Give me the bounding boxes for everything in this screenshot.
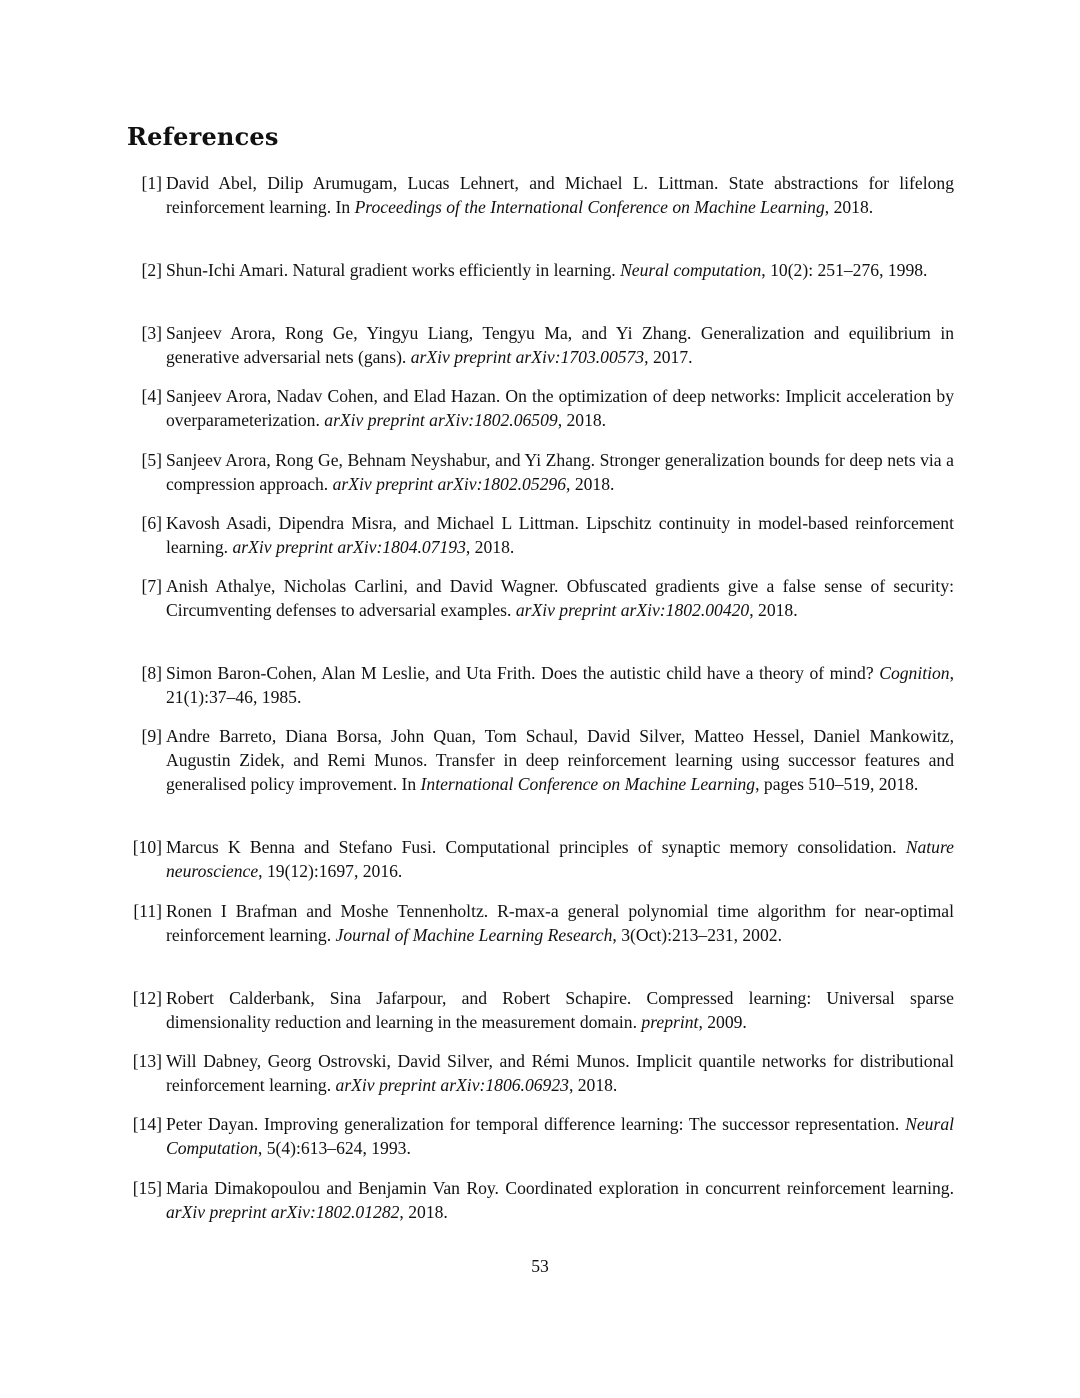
reference-venue: arXiv preprint arXiv:1703.00573 <box>410 347 645 367</box>
reference-authors-title: Andre Barreto, Diana Borsa, John Quan, Tom Schaul, David Silver, Matteo Hessel, Daniel Mankowitz, Augustin Zidek, and Remi Munos. Transfer in deep reinforcement learning using successor features and generalised policy improvement. In <box>166 726 954 794</box>
reference-venue: preprint <box>641 1012 699 1032</box>
reference-entry <box>141 321 954 369</box>
reference-number: [2] <box>141 260 162 280</box>
reference-authors-title: Simon Baron-Cohen, Alan M Leslie, and Uta Frith. Does the autistic child have a theory of mind? <box>166 663 880 683</box>
reference-number: [6] <box>141 513 162 533</box>
reference-number: [15] <box>132 1178 162 1198</box>
reference-details: , 5(4):613–624, 1993. <box>257 1138 411 1158</box>
reference-details: , 2009. <box>698 1012 747 1032</box>
reference-details: , 2018. <box>568 1075 618 1095</box>
reference-number: [1] <box>141 173 162 193</box>
reference-details: , 10(2): 251–276, 1998. <box>761 260 928 280</box>
reference-venue: Proceedings of the International Conference on Machine Learning <box>354 197 825 217</box>
reference-venue: Neural Computation <box>166 1114 954 1158</box>
reference-authors-title: Marcus K Benna and Stefano Fusi. Computational principles of synaptic memory consolidation. <box>166 837 906 857</box>
reference-entry <box>141 724 954 796</box>
reference-venue: Nature neuroscience <box>166 837 954 881</box>
reference-number: [3] <box>141 323 162 343</box>
reference-authors-title: David Abel, Dilip Arumugam, Lucas Lehnert, and Michael L. Littman. State abstractions for lifelong reinforcement learning. In <box>166 173 954 217</box>
reference-entry <box>132 1049 954 1097</box>
reference-authors-title: Anish Athalye, Nicholas Carlini, and David Wagner. Obfuscated gradients give a false sense of security: Circumventing defenses to adversarial examples. <box>166 576 954 620</box>
reference-entry <box>133 899 954 947</box>
reference-details: , 2018. <box>399 1202 448 1222</box>
reference-authors-title: Sanjeev Arora, Rong Ge, Behnam Neyshabur, and Yi Zhang. Stronger generalization bounds for deep nets via a compression approach. <box>166 450 954 494</box>
reference-details: , 2018. <box>557 410 607 430</box>
reference-entry <box>141 171 954 219</box>
reference-authors-title: Maria Dimakopoulou and Benjamin Van Roy. Coordinated exploration in concurrent reinforcement learning. <box>166 1178 954 1198</box>
reference-venue: arXiv preprint arXiv:1802.01282 <box>166 1202 400 1222</box>
section-heading: References <box>127 122 279 151</box>
reference-entry <box>141 574 954 622</box>
reference-venue: Neural computation <box>620 260 762 280</box>
reference-venue: arXiv preprint arXiv:1802.00420 <box>515 600 750 620</box>
reference-number: [7] <box>141 576 162 596</box>
reference-venue: Cognition <box>879 663 950 683</box>
reference-entry <box>141 661 954 709</box>
reference-authors-title: Shun-Ichi Amari. Natural gradient works efficiently in learning. <box>166 260 621 280</box>
reference-venue: arXiv preprint arXiv:1802.05296 <box>332 474 567 494</box>
reference-number: [9] <box>141 726 162 746</box>
reference-entry <box>132 1176 954 1224</box>
reference-details: , pages 510–519, 2018. <box>755 774 919 794</box>
reference-number: [4] <box>141 386 162 406</box>
reference-entry <box>141 258 954 282</box>
reference-authors-title: Robert Calderbank, Sina Jafarpour, and Robert Schapire. Compressed learning: Universal sparse dimensionality reduction and learning in the measurement domain. <box>166 988 954 1032</box>
reference-venue: arXiv preprint arXiv:1804.07193 <box>232 537 466 557</box>
reference-number: [8] <box>141 663 162 683</box>
reference-entry <box>141 511 954 559</box>
reference-venue: arXiv preprint arXiv:1802.06509 <box>324 410 558 430</box>
reference-entry <box>132 1112 954 1160</box>
reference-entry <box>141 384 954 432</box>
reference-venue: International Conference on Machine Learning <box>420 774 756 794</box>
page-number: 53 <box>531 1256 549 1276</box>
reference-number: [11] <box>133 901 162 921</box>
reference-details: , 2018. <box>749 600 798 620</box>
reference-details: , 21(1):37–46, 1985. <box>166 663 954 707</box>
reference-details: , 2018. <box>465 537 515 557</box>
reference-details: , 2017. <box>644 347 693 367</box>
reference-authors-title: Ronen I Brafman and Moshe Tennenholtz. R-max-a general polynomial time algorithm for near-optimal reinforcement learning. <box>166 901 954 945</box>
reference-details: , 2018. <box>824 197 874 217</box>
reference-authors-title: Will Dabney, Georg Ostrovski, David Silver, and Rémi Munos. Implicit quantile networks for distributional reinforcement learning. <box>166 1051 954 1095</box>
reference-authors-title: Kavosh Asadi, Dipendra Misra, and Michael L Littman. Lipschitz continuity in model-based reinforcement learning. <box>166 513 954 557</box>
reference-number: [14] <box>132 1114 162 1134</box>
reference-details: , 19(12):1697, 2016. <box>258 861 403 881</box>
reference-details: , 2018. <box>566 474 615 494</box>
reference-number: [12] <box>132 988 162 1008</box>
reference-details: , 3(Oct):213–231, 2002. <box>612 925 782 945</box>
reference-authors-title: Sanjeev Arora, Rong Ge, Yingyu Liang, Tengyu Ma, and Yi Zhang. Generalization and equilibrium in generative adversarial nets (gans). <box>166 323 954 367</box>
reference-number: [5] <box>141 450 162 470</box>
reference-number: [10] <box>132 837 162 857</box>
reference-entry <box>132 835 954 883</box>
reference-venue: Journal of Machine Learning Research <box>335 925 613 945</box>
reference-number: [13] <box>132 1051 162 1071</box>
reference-entry <box>132 986 954 1034</box>
reference-authors-title: Sanjeev Arora, Nadav Cohen, and Elad Hazan. On the optimization of deep networks: Implicit acceleration by overparameterization. <box>166 386 954 430</box>
reference-venue: arXiv preprint arXiv:1806.06923 <box>335 1075 569 1095</box>
reference-entry <box>141 448 954 496</box>
reference-authors-title: Peter Dayan. Improving generalization for temporal difference learning: The successor representation. <box>166 1114 906 1134</box>
